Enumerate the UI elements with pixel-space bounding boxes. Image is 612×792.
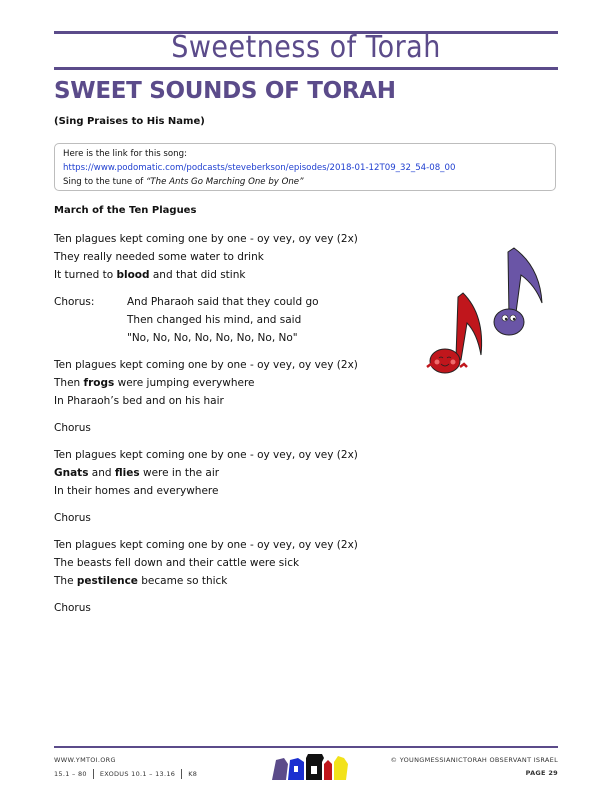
verse-3: Ten plagues kept coming one by one - oy vey, oy vey (2x) Gnats and flies were in the air In their homes and everywhere: [54, 449, 358, 497]
chorus-ref: Chorus: [54, 512, 91, 524]
song-link[interactable]: https://www.podomatic.com/podcasts/steveberkson/episodes/2018-01-12T09_32_54-08_00: [63, 163, 456, 173]
footer-references: 15.1 – 80 EXODUS 10.1 – 13.16 K8: [54, 770, 198, 778]
chorus: Chorus: And Pharaoh said that they could go Then changed his mind, and said "No, No, No, No, No, No, No, No": [54, 293, 394, 347]
page-title: Sweetness of Torah: [171, 30, 441, 65]
page-number: PAGE 29: [525, 769, 558, 777]
chorus-ref: Chorus: [54, 602, 91, 614]
footer-rule: [54, 746, 558, 748]
chorus-label: Chorus:: [54, 296, 95, 308]
song-title: March of the Ten Plagues: [54, 205, 197, 216]
song-lyrics: [54, 205, 394, 626]
chorus-ref: Chorus: [54, 422, 91, 434]
tune-line: Sing to the tune of “The Ants Go Marching One by One”: [63, 177, 304, 187]
header-bottom-rule: [54, 67, 558, 70]
song-info-box: [54, 143, 556, 191]
ymtoi-logo-icon: [268, 752, 352, 782]
section-title: SWEET SOUNDS OF TORAH: [54, 78, 396, 104]
footer-website: WWW.YMTOI.ORG: [54, 756, 116, 764]
music-notes-icon: [405, 245, 555, 375]
section-subtitle: (Sing Praises to His Name): [54, 116, 205, 127]
verse-2: Ten plagues kept coming one by one - oy vey, oy vey (2x) Then frogs were jumping everywhere In Pharaoh’s bed and on his hair: [54, 359, 358, 407]
verse-1: Ten plagues kept coming one by one - oy vey, oy vey (2x) They really needed some water to drink It turned to blood and that did stink: [54, 233, 358, 281]
info-intro: Here is the link for this song:: [63, 149, 187, 159]
verse-4: Ten plagues kept coming one by one - oy vey, oy vey (2x) The beasts fell down and their cattle were sick The pestilence became so thick: [54, 539, 358, 587]
tune-name: “The Ants Go Marching One by One”: [145, 177, 304, 187]
footer-copyright: © YOUNGMESSIANICTORAH OBSERVANT ISRAEL: [390, 756, 558, 764]
